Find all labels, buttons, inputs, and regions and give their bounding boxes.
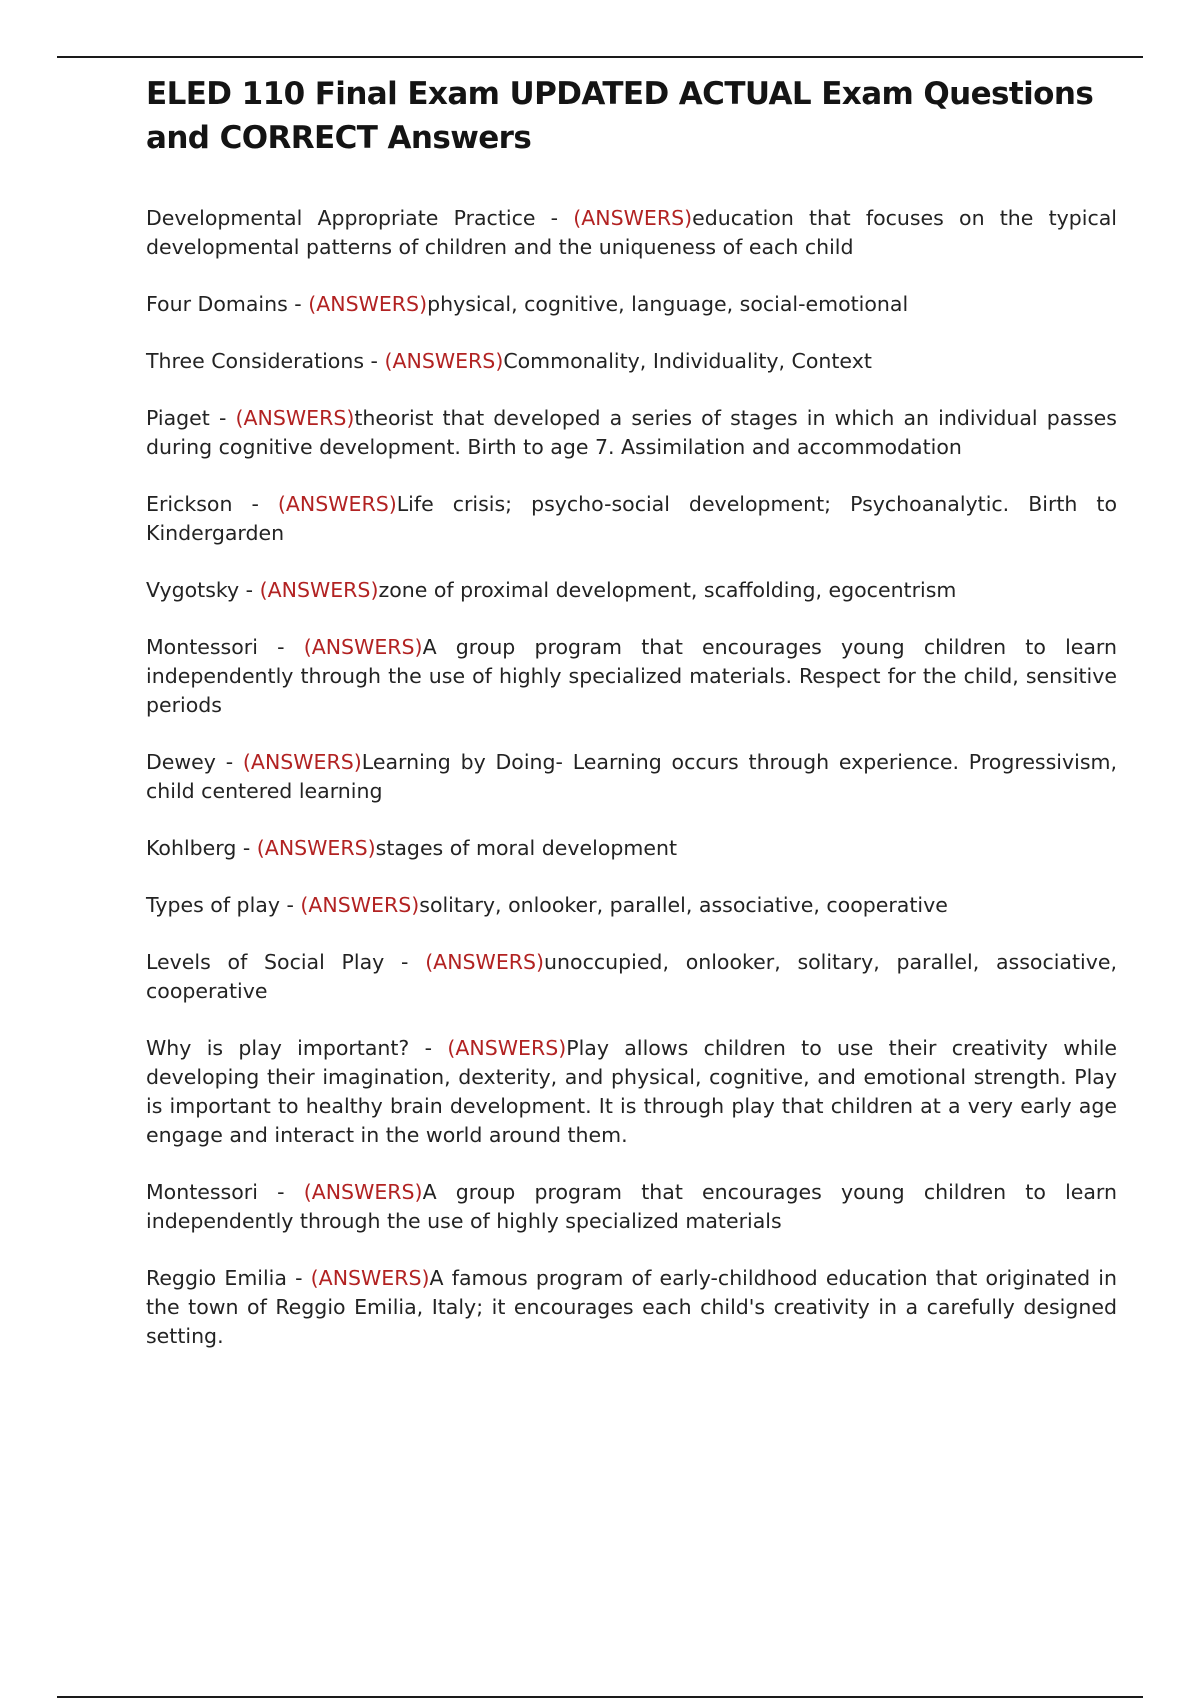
document-body bbox=[146, 72, 1117, 1379]
answers-marker: (ANSWERS) bbox=[259, 578, 379, 602]
answers-marker: (ANSWERS) bbox=[256, 836, 376, 860]
qa-answer: stages of moral development bbox=[375, 836, 677, 860]
document-title: ELED 110 Final Exam UPDATED ACTUAL Exam Questions and CORRECT Answers bbox=[146, 76, 1094, 156]
qa-answer: Life crisis; psycho-social development; Psychoanalytic. Birth to Kindergarden bbox=[146, 492, 1118, 545]
qa-item bbox=[146, 347, 1117, 376]
qa-separator: - bbox=[239, 578, 260, 602]
qa-answer: theorist that developed a series of stages in which an individual passes during cognitive development. Birth to age 7. Assimilation and accommodation bbox=[146, 406, 1117, 459]
answers-marker: (ANSWERS) bbox=[447, 1036, 567, 1060]
answers-marker: (ANSWERS) bbox=[303, 1180, 423, 1204]
qa-item bbox=[146, 1264, 1117, 1351]
qa-item bbox=[146, 290, 1117, 319]
answers-marker: (ANSWERS) bbox=[384, 349, 504, 373]
qa-term: Kohlberg bbox=[146, 836, 237, 860]
answers-marker: (ANSWERS) bbox=[573, 206, 693, 230]
qa-separator: - bbox=[215, 750, 243, 774]
qa-answer: A famous program of early-childhood education that originated in the town of Reggio Emilia, Italy; it encourages each child's creativity in a carefully designed setting. bbox=[146, 1266, 1117, 1348]
answers-marker: (ANSWERS) bbox=[277, 492, 397, 516]
answers-marker: (ANSWERS) bbox=[242, 750, 362, 774]
top-rule bbox=[57, 56, 1143, 58]
qa-answer: zone of proximal development, scaffolding, egocentrism bbox=[378, 578, 957, 602]
qa-separator: - bbox=[384, 950, 426, 974]
qa-separator: - bbox=[257, 1180, 304, 1204]
qa-separator: - bbox=[409, 1036, 448, 1060]
qa-item bbox=[146, 633, 1117, 720]
qa-item bbox=[146, 948, 1117, 1006]
qa-list bbox=[146, 204, 1117, 1351]
answers-marker: (ANSWERS) bbox=[300, 893, 420, 917]
qa-separator: - bbox=[257, 635, 304, 659]
qa-term: Piaget bbox=[146, 406, 210, 430]
qa-item bbox=[146, 834, 1117, 863]
qa-separator: - bbox=[535, 206, 574, 230]
answers-marker: (ANSWERS) bbox=[425, 950, 545, 974]
qa-answer: Play allows children to use their creativity while developing their imagination, dexterity, and physical, cognitive, and emotional strength. Play is important to healthy brain development. It is through play that children at a very early age engage and interact in the world around them. bbox=[146, 1036, 1118, 1147]
qa-separator: - bbox=[286, 1266, 311, 1290]
answers-marker: (ANSWERS) bbox=[303, 635, 423, 659]
qa-term: Vygotsky bbox=[146, 578, 240, 602]
qa-term: Developmental Appropriate Practice bbox=[146, 206, 536, 230]
qa-term: Erickson bbox=[146, 492, 233, 516]
qa-answer: solitary, onlooker, parallel, associative, cooperative bbox=[419, 893, 948, 917]
qa-term: Montessori bbox=[146, 635, 258, 659]
qa-term: Reggio Emilia bbox=[146, 1266, 287, 1290]
qa-item bbox=[146, 204, 1117, 262]
qa-item bbox=[146, 891, 1117, 920]
qa-term: Types of play bbox=[146, 893, 280, 917]
qa-separator: - bbox=[232, 492, 278, 516]
bottom-rule bbox=[57, 1696, 1143, 1698]
qa-separator: - bbox=[279, 893, 301, 917]
qa-item bbox=[146, 576, 1117, 605]
qa-item bbox=[146, 490, 1117, 548]
qa-term: Levels of Social Play bbox=[146, 950, 385, 974]
qa-term: Why is play important? bbox=[146, 1036, 410, 1060]
qa-separator: - bbox=[287, 292, 309, 316]
qa-separator: - bbox=[209, 406, 236, 430]
qa-answer: physical, cognitive, language, social-emotional bbox=[427, 292, 909, 316]
qa-item bbox=[146, 1034, 1117, 1150]
qa-item bbox=[146, 1178, 1117, 1236]
qa-separator: - bbox=[364, 349, 385, 373]
qa-item bbox=[146, 748, 1117, 806]
qa-term: Montessori bbox=[146, 1180, 258, 1204]
qa-term: Dewey bbox=[146, 750, 216, 774]
qa-answer: A group program that encourages young children to learn independently through the use of highly specialized materials. Respect for the child, sensitive periods bbox=[146, 635, 1117, 717]
qa-separator: - bbox=[236, 836, 257, 860]
qa-answer: education that focuses on the typical developmental patterns of children and the uniqueness of each child bbox=[146, 206, 1118, 259]
qa-answer: Commonality, Individuality, Context bbox=[503, 349, 872, 373]
answers-marker: (ANSWERS) bbox=[308, 292, 428, 316]
qa-answer: Learning by Doing- Learning occurs through experience. Progressivism, child centered learning bbox=[146, 750, 1117, 803]
qa-term: Three Considerations bbox=[146, 349, 365, 373]
answers-marker: (ANSWERS) bbox=[310, 1266, 430, 1290]
qa-item bbox=[146, 404, 1117, 462]
qa-answer: A group program that encourages young children to learn independently through the use of highly specialized materials bbox=[146, 1180, 1117, 1233]
qa-answer: unoccupied, onlooker, solitary, parallel, associative, cooperative bbox=[146, 950, 1117, 1003]
qa-term: Four Domains bbox=[146, 292, 288, 316]
answers-marker: (ANSWERS) bbox=[235, 406, 355, 430]
